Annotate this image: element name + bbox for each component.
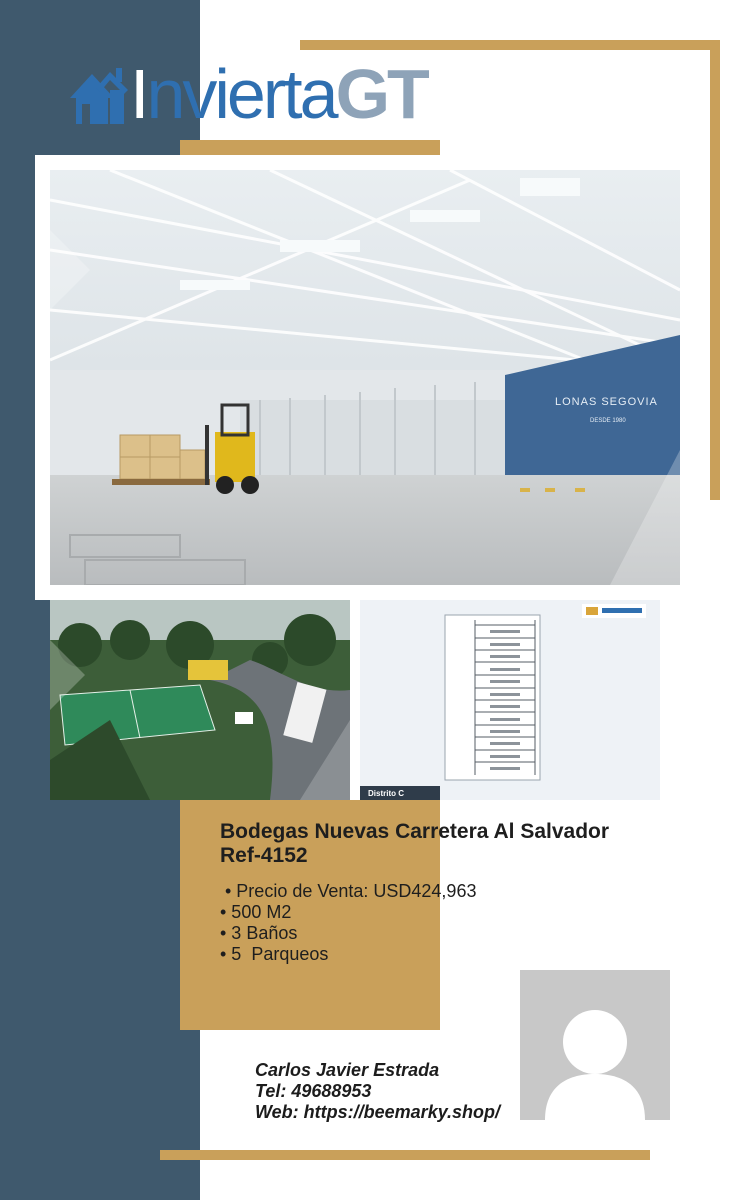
feature-parking: • 5 Parqueos xyxy=(220,944,329,964)
logo-part-3: GT xyxy=(335,55,427,133)
gold-frame-right xyxy=(710,40,720,500)
logo-part-2: nvierta xyxy=(146,55,336,133)
warehouse-interior-photo xyxy=(50,170,680,585)
house-logo-icon xyxy=(70,64,132,126)
logo-part-1: I xyxy=(130,55,147,133)
sign-subtext: DESDE 1980 xyxy=(590,418,626,424)
site-plan-image xyxy=(360,600,660,800)
feature-price: • Precio de Venta: USD424,963 xyxy=(220,881,477,901)
brand-logo xyxy=(70,55,430,133)
plan-district-label: Distrito C xyxy=(368,789,404,798)
sign-text: LONAS SEGOVIA xyxy=(555,396,658,408)
feature-area: • 500 M2 xyxy=(220,902,292,922)
contact-phone[interactable]: Tel: 49688953 xyxy=(255,1081,372,1101)
features-list xyxy=(220,881,476,965)
contact-web-link[interactable]: Web: https://beemarky.shop/ xyxy=(255,1102,501,1122)
aerial-site-photo xyxy=(50,600,350,800)
listing-title xyxy=(220,820,690,868)
gold-bottom-line xyxy=(160,1150,650,1160)
avatar-silhouette-icon xyxy=(520,970,670,1120)
contact-info xyxy=(255,1060,500,1123)
contact-name: Carlos Javier Estrada xyxy=(255,1060,440,1080)
listing-title-line-2: Ref-4152 xyxy=(220,844,308,867)
listing-title-line-1: Bodegas Nuevas Carretera Al Salvador xyxy=(220,820,610,843)
gold-frame-top xyxy=(300,40,720,50)
feature-bathrooms: • 3 Baños xyxy=(220,923,298,943)
logo-wordmark xyxy=(130,54,427,134)
avatar xyxy=(520,970,670,1120)
